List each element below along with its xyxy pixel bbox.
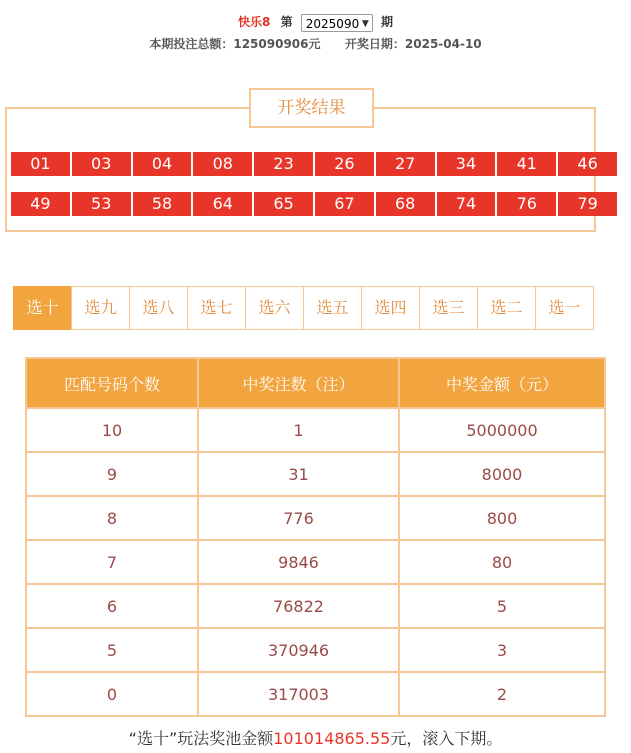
- number-ball: 26: [315, 152, 374, 176]
- match-count-cell: 0: [26, 672, 198, 716]
- match-count-cell: 5: [26, 628, 198, 672]
- pool-prefix: “选十”玩法奖池金额: [128, 729, 274, 748]
- tab-play-6[interactable]: 选五: [303, 286, 362, 330]
- prize-amount-cell: 5: [399, 584, 605, 628]
- number-ball: 67: [315, 192, 374, 216]
- winning-bets-cell: 31: [198, 452, 399, 496]
- total-bet-label: 本期投注总额：: [149, 37, 234, 51]
- number-ball: 04: [133, 152, 192, 176]
- tab-play-4[interactable]: 选七: [187, 286, 246, 330]
- number-ball: 08: [193, 152, 252, 176]
- winning-bets-cell: 317003: [198, 672, 399, 716]
- issue-header: [0, 12, 631, 32]
- pool-amount: 101014865.55: [273, 729, 391, 748]
- match-count-cell: 10: [26, 408, 198, 452]
- play-type-tabs: [13, 286, 594, 330]
- tab-play-10[interactable]: 选一: [535, 286, 594, 330]
- tab-play-3[interactable]: 选八: [129, 286, 188, 330]
- winning-bets-cell: 76822: [198, 584, 399, 628]
- number-ball: 27: [376, 152, 435, 176]
- prize-amount-cell: 800: [399, 496, 605, 540]
- winning-bets-cell: 370946: [198, 628, 399, 672]
- game-name: 快乐8: [238, 15, 271, 29]
- chevron-down-icon: ▼: [361, 18, 369, 29]
- tab-play-2[interactable]: 选九: [71, 286, 130, 330]
- number-ball: 76: [497, 192, 556, 216]
- issue-suffix: 期: [380, 15, 393, 29]
- issue-select-value: 2025090: [305, 16, 360, 31]
- table-row: [26, 628, 605, 672]
- number-ball: 49: [11, 192, 70, 216]
- table-row: [26, 408, 605, 452]
- tab-play-7[interactable]: 选四: [361, 286, 420, 330]
- winning-bets-cell: 9846: [198, 540, 399, 584]
- pool-suffix: 元，滚入下期。: [390, 729, 503, 748]
- winning-bets-cell: 776: [198, 496, 399, 540]
- prize-amount-cell: 5000000: [399, 408, 605, 452]
- header-prize-amount: 中奖金额（元）: [399, 358, 605, 408]
- prize-pool-note: [0, 728, 631, 750]
- table-header-row: [26, 358, 605, 408]
- prize-amount-cell: 8000: [399, 452, 605, 496]
- match-count-cell: 6: [26, 584, 198, 628]
- number-ball: 01: [11, 152, 70, 176]
- tab-play-5[interactable]: 选六: [245, 286, 304, 330]
- prize-amount-cell: 80: [399, 540, 605, 584]
- header-winning-bets: 中奖注数（注）: [198, 358, 399, 408]
- prize-table: [25, 357, 606, 717]
- tab-play-8[interactable]: 选三: [419, 286, 478, 330]
- winning-bets-cell: 1: [198, 408, 399, 452]
- issue-select[interactable]: [301, 14, 373, 32]
- number-ball: 68: [376, 192, 435, 216]
- number-ball: 74: [437, 192, 496, 216]
- number-ball: 41: [497, 152, 556, 176]
- draw-date-value: 2025-04-10: [404, 37, 482, 51]
- number-row-2: [11, 192, 617, 216]
- tab-play-9[interactable]: 选二: [477, 286, 536, 330]
- table-row: [26, 584, 605, 628]
- total-bet-value: 125090906元: [233, 37, 321, 51]
- draw-date-label: 开奖日期：: [344, 37, 405, 51]
- number-ball: 46: [558, 152, 617, 176]
- issue-summary: [0, 35, 631, 53]
- match-count-cell: 7: [26, 540, 198, 584]
- header-match-count: 匹配号码个数: [26, 358, 198, 408]
- result-title: 开奖结果: [249, 88, 374, 128]
- tab-play-1[interactable]: 选十: [13, 286, 72, 330]
- number-ball: 53: [72, 192, 131, 216]
- match-count-cell: 8: [26, 496, 198, 540]
- number-ball: 65: [254, 192, 313, 216]
- table-row: [26, 540, 605, 584]
- number-row-1: [11, 152, 617, 176]
- number-ball: 64: [193, 192, 252, 216]
- table-row: [26, 452, 605, 496]
- issue-prefix: 第: [280, 15, 293, 29]
- table-row: [26, 496, 605, 540]
- number-ball: 03: [72, 152, 131, 176]
- prize-amount-cell: 2: [399, 672, 605, 716]
- prize-amount-cell: 3: [399, 628, 605, 672]
- number-ball: 23: [254, 152, 313, 176]
- match-count-cell: 9: [26, 452, 198, 496]
- number-ball: 34: [437, 152, 496, 176]
- table-row: [26, 672, 605, 716]
- number-ball: 58: [133, 192, 192, 216]
- number-ball: 79: [558, 192, 617, 216]
